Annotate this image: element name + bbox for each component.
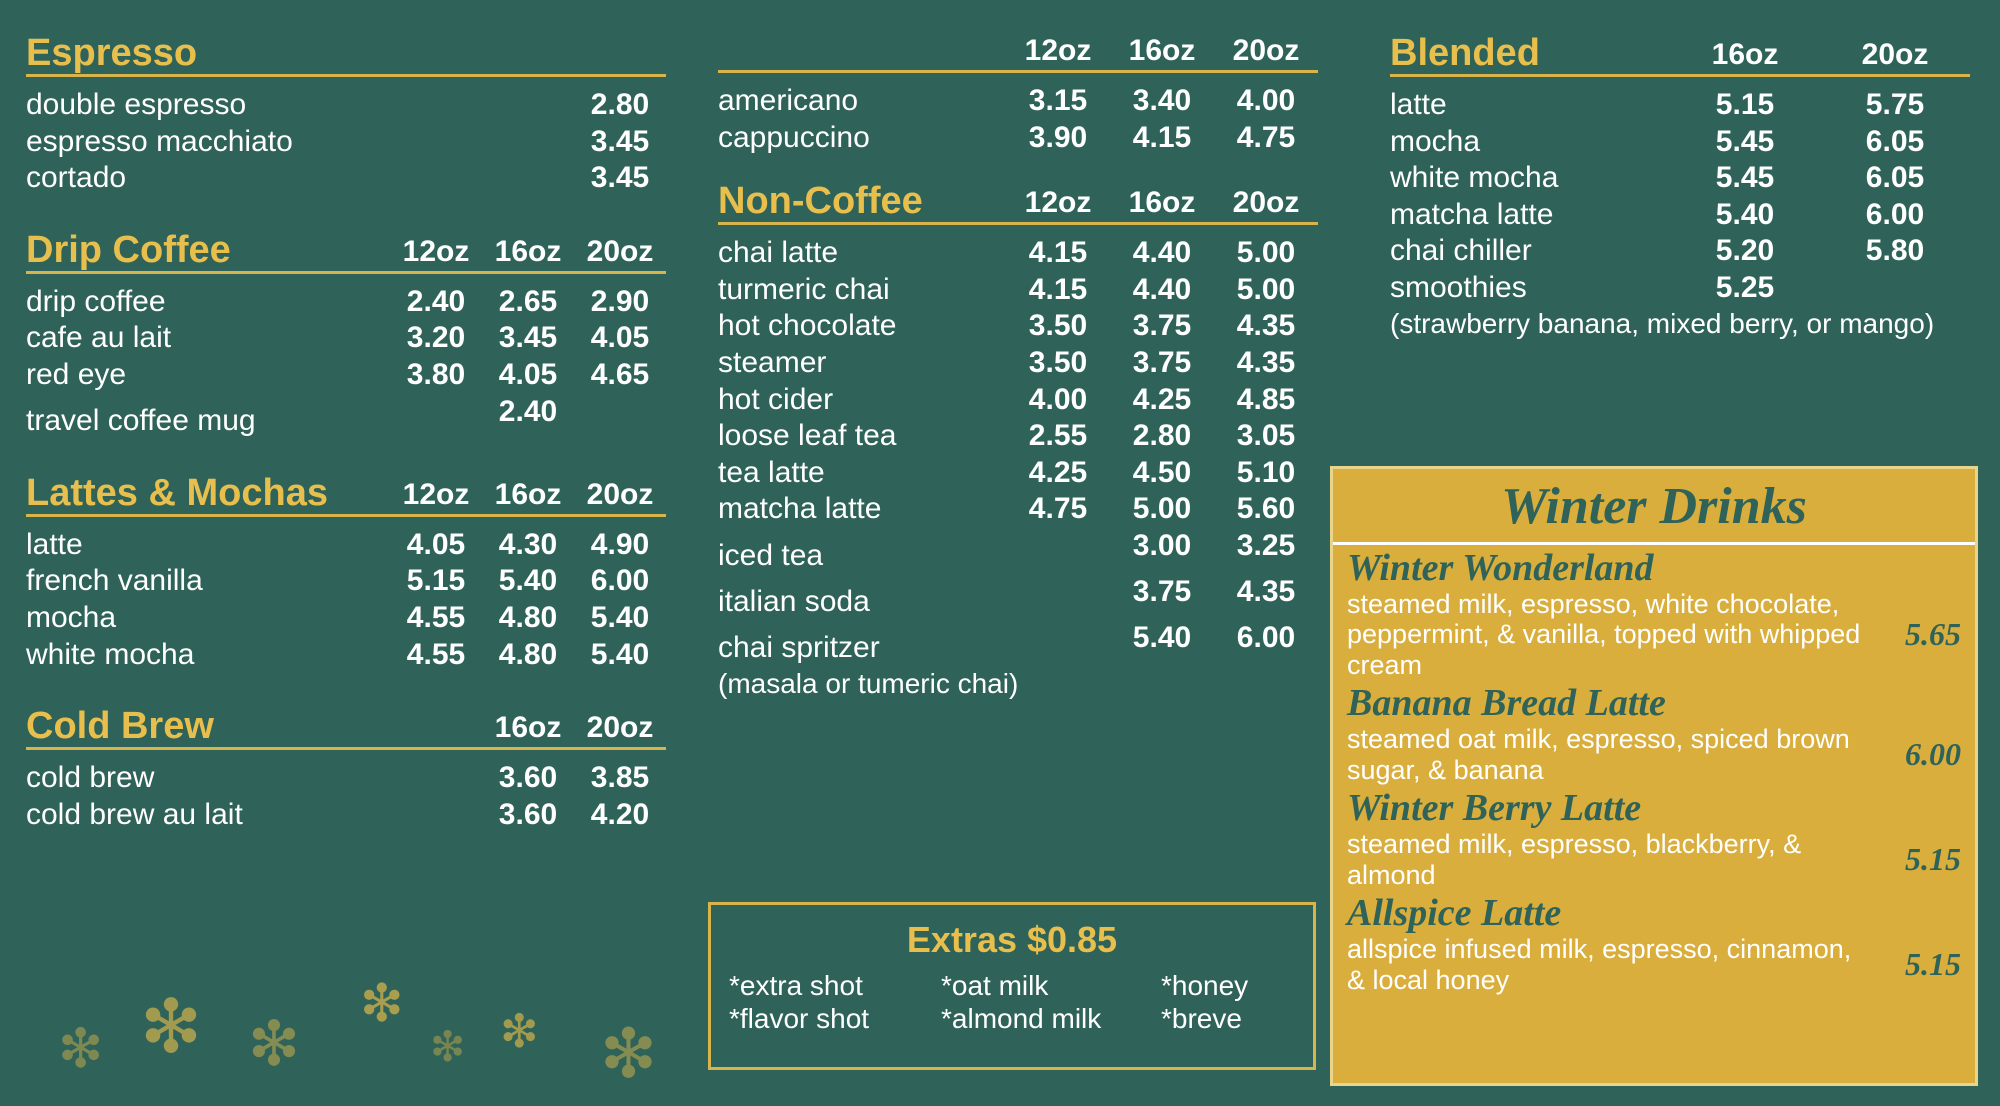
item-name: matcha latte [1390,197,1554,231]
item-prices [1006,120,1318,157]
menu-row [1390,233,1970,270]
item-price: 3.80 [406,357,466,391]
winter-drink-description: steamed milk, espresso, white chocolate, peppermint, & vanilla, topped with whipped cream [1347,588,1861,680]
item-price: 2.90 [590,284,650,318]
item-price: 2.55 [1028,419,1088,453]
item-name: cappuccino [718,120,870,154]
item-price: 4.15 [1028,236,1088,270]
item-price: 3.50 [1028,345,1088,379]
item-price: 4.80 [498,600,558,634]
item-name: chai chiller [1390,234,1532,268]
item-price: 4.55 [406,637,466,671]
size-headers [1006,186,1318,220]
item-prices [390,600,666,637]
section-title-drip-coffee: Drip Coffee [26,228,231,271]
item-prices [574,160,666,197]
size-header: 16oz [1128,186,1196,220]
item-price: 4.00 [1236,84,1296,117]
item-price: 5.45 [1715,161,1775,195]
item-price: 3.75 [1132,575,1192,609]
item-price: 5.10 [1236,455,1296,489]
section-header-espresso [26,34,666,77]
section-title-espresso: Espresso [26,32,198,74]
item-name: white mocha [26,637,195,671]
item-prices [1670,160,1970,197]
snowflake-icon: ❇ [500,1005,539,1057]
item-price [1820,270,1970,307]
item-price: 5.40 [590,637,650,671]
winter-drink-name: Winter Berry Latte [1347,787,1642,830]
item-name: hot chocolate [718,309,897,343]
item-price: 4.50 [1132,455,1192,489]
menu-row [1390,270,1970,307]
item-price: 4.75 [1028,492,1088,526]
menu-row [718,308,1318,345]
winter-drink-price: 5.15 [1905,841,1961,878]
menu-row [26,357,666,394]
item-prices [390,320,666,357]
item-price: 5.15 [406,564,466,598]
section-title-blended: Blended [1390,32,1540,74]
item-name: hot cider [718,382,834,416]
item-price: 5.80 [1865,234,1925,268]
item-prices [574,87,666,124]
menu-row [718,272,1318,309]
size-header: 20oz [1232,34,1300,67]
item-prices [1006,83,1318,120]
item-price: 3.25 [1236,528,1296,562]
section-rows-non-coffee [718,235,1318,699]
menu-row [26,760,666,797]
item-prices [1006,455,1318,492]
section-header-blended [1390,34,1970,77]
menu-row [26,797,666,834]
menu-row [718,418,1318,455]
size-header: 20oz [586,234,654,268]
item-name: turmeric chai [718,272,890,306]
menu-column-center [718,34,1318,700]
winter-drink-name: Banana Bread Latte [1347,682,1666,725]
section-rows-espresso [26,87,666,197]
section-rows-coffee-drinks [718,83,1318,156]
item-price: 4.05 [406,527,466,561]
item-price: 5.00 [1236,236,1296,270]
item-price [1006,574,1110,611]
item-price: 5.40 [1132,621,1192,655]
item-prices [482,797,666,834]
section-header-drip-coffee [26,228,666,274]
menu-row [1390,160,1970,197]
menu-row [1390,87,1970,124]
item-price: 6.05 [1865,161,1925,195]
item-price [1006,528,1110,565]
winter-drink-price: 6.00 [1905,736,1961,773]
item-price: 6.05 [1865,124,1925,158]
winter-drink-description: steamed milk, espresso, blackberry, & almond [1347,829,1802,890]
section-footnote-blended: (strawberry banana, mixed berry, or mango) [1390,307,1935,339]
item-price: 4.35 [1236,309,1296,343]
menu-column-left [26,34,666,833]
item-price: 4.80 [498,637,558,671]
item-price: 5.60 [1236,492,1296,526]
winter-drink-name: Winter Wonderland [1347,547,1654,589]
menu-row [1390,124,1970,161]
item-prices [1006,308,1318,345]
item-prices [1670,233,1970,270]
extras-title: Extras $0.85 [906,919,1118,960]
item-price: 2.40 [498,394,558,428]
section-header-cold-brew [26,707,666,750]
section-header-non-coffee [718,182,1318,225]
snowflake-icon: ❇ [140,985,203,1068]
item-name: matcha latte [718,492,882,526]
section-header-coffee-drinks [718,34,1318,73]
item-prices [390,527,666,564]
item-name: italian soda [718,584,870,618]
size-headers [1006,34,1318,68]
item-price: 3.45 [590,161,650,195]
menu-row [26,320,666,357]
item-prices [1670,270,1970,307]
size-headers [1670,38,1970,72]
item-name: cold brew au lait [26,797,243,831]
item-prices [1006,528,1318,565]
menu-row [26,394,666,440]
item-price: 4.25 [1132,382,1192,416]
size-headers [390,235,666,269]
item-name: cafe au lait [26,321,172,355]
snowflake-icon: ❇ [58,1019,104,1079]
item-price: 3.45 [498,321,558,355]
section-title-lattes-mochas: Lattes & Mochas [26,471,328,514]
item-price: 6.00 [1865,197,1925,231]
item-name: iced tea [718,538,824,572]
item-name: double espresso [26,88,247,121]
menu-row [718,83,1318,120]
menu-row [26,600,666,637]
size-header: 20oz [1861,38,1929,71]
winter-drink-body [1347,934,1961,995]
section-footnote-non-coffee: (masala or tumeric chai) [718,667,1019,699]
extras-row [729,969,1295,1002]
item-price: 4.15 [1132,120,1192,154]
item-prices [1006,272,1318,309]
item-prices [1670,87,1970,124]
item-name: mocha [1390,124,1481,158]
item-prices [482,760,666,797]
snowflake-icon: ❇ [248,1010,300,1079]
item-price: 5.45 [1715,124,1775,158]
winter-drink-name: Allspice Latte [1347,892,1562,935]
item-price: 3.05 [1236,419,1296,453]
menu-row [26,87,666,124]
item-price: 5.25 [1715,270,1775,304]
item-price: 4.90 [590,527,650,561]
item-price: 6.00 [590,564,650,598]
item-price: 4.75 [1236,120,1296,154]
item-prices [390,357,666,394]
item-price [390,394,482,431]
item-prices [390,563,666,600]
menu-row [718,382,1318,419]
winter-drink-item [1333,890,1975,995]
menu-row [26,563,666,600]
item-price: 3.75 [1132,309,1192,343]
item-prices [1006,345,1318,382]
menu-row [26,284,666,321]
size-header: 16oz [494,234,562,268]
size-header: 12oz [402,477,470,511]
item-name: tea latte [718,455,825,489]
item-name: steamer [718,345,827,379]
item-name: french vanilla [26,564,203,598]
item-price: 3.40 [1132,84,1192,117]
item-name: latte [1390,88,1447,121]
menu-row [718,235,1318,272]
winter-drink-item [1333,785,1975,890]
menu-row [26,637,666,674]
winter-drink-price: 5.65 [1905,616,1961,653]
item-prices [1006,418,1318,455]
extras-box [708,902,1316,1070]
item-price: 3.20 [406,321,466,355]
section-rows-cold-brew [26,760,666,833]
section-title-cold-brew: Cold Brew [26,705,214,748]
item-price: 4.05 [590,321,650,355]
item-prices [1006,574,1318,611]
extras-item: *honey [1161,970,1249,1001]
item-prices [390,637,666,674]
item-price: 5.40 [590,600,650,634]
item-price: 4.20 [590,797,650,831]
item-name: drip coffee [26,284,166,318]
item-prices [390,394,666,431]
size-header: 16oz [494,711,562,745]
item-prices [1006,491,1318,528]
item-price: 5.00 [1132,492,1192,526]
item-price [1006,620,1110,657]
menu-row [718,345,1318,382]
item-name: cortado [26,161,127,195]
size-headers [390,478,666,512]
item-price: 4.65 [590,357,650,391]
item-name: americano [718,84,859,117]
size-header: 12oz [1024,186,1092,220]
item-price: 5.20 [1715,234,1775,268]
section-rows-drip-coffee [26,284,666,440]
section-header-lattes-mochas [26,471,666,517]
item-price: 5.40 [1715,197,1775,231]
winter-drink-item [1333,680,1975,785]
item-price: 4.05 [498,357,558,391]
item-name: loose leaf tea [718,419,897,453]
item-price: 5.00 [1236,272,1296,306]
item-price: 6.00 [1236,621,1296,655]
item-name: red eye [26,357,127,391]
menu-row [1390,197,1970,234]
item-price: 3.15 [1028,84,1088,117]
item-price: 3.60 [498,761,558,795]
menu-column-right [1390,34,1970,340]
item-price: 5.15 [1715,88,1775,121]
winter-drink-description: allspice infused milk, espresso, cinnamon, & local honey [1347,934,1852,995]
winter-drink-body [1347,829,1961,890]
item-prices [1006,235,1318,272]
item-name: white mocha [1390,161,1559,195]
item-price: 3.85 [590,761,650,795]
item-price: 4.55 [406,600,466,634]
item-price: 2.65 [498,284,558,318]
item-price: 4.15 [1028,272,1088,306]
item-name: chai latte [718,236,839,270]
item-price: 3.00 [1132,528,1192,562]
winter-drink-body [1347,589,1961,681]
section-rows-blended [1390,87,1970,340]
menu-row [26,527,666,564]
item-price: 4.00 [1028,382,1088,416]
extras-item: *breve [1161,1003,1242,1035]
item-price: 4.25 [1028,455,1088,489]
extras-list [711,969,1313,1035]
snowflake-icon: ❇ [430,1023,466,1070]
winter-drink-body [1347,724,1961,785]
winter-drink-item [1333,545,1975,680]
item-prices [1006,620,1318,657]
item-prices [574,124,666,161]
extras-item: *flavor shot [729,1003,870,1035]
item-name: chai spritzer [718,630,880,664]
item-price: 4.35 [1236,575,1296,609]
item-prices [390,284,666,321]
item-price: 3.50 [1028,309,1088,343]
winter-drinks-title: Winter Drinks [1333,469,1975,545]
section-rows-lattes-mochas [26,527,666,673]
item-price: 2.40 [406,284,466,318]
size-header: 20oz [1232,186,1300,220]
snowflake-icon: ❇ [360,975,404,1033]
size-header: 20oz [586,711,654,745]
menu-row [718,120,1318,157]
item-price: 2.80 [590,88,650,121]
section-title-non-coffee: Non-Coffee [718,180,923,223]
item-price: 4.40 [1132,236,1192,270]
winter-drink-price: 5.15 [1905,946,1961,983]
size-headers [482,711,666,745]
menu-row [718,491,1318,528]
item-price: 3.45 [590,124,650,158]
size-header: 16oz [494,477,562,511]
extras-item: *extra shot [729,970,863,1001]
size-header: 12oz [402,234,470,268]
item-prices [1670,124,1970,161]
extras-item: *oat milk [941,970,1049,1001]
menu-row [26,160,666,197]
menu-row [26,124,666,161]
winter-drink-description: steamed oat milk, espresso, spiced brown sugar, & banana [1347,724,1850,785]
item-price: 3.60 [498,797,558,831]
item-name: espresso macchiato [26,124,293,158]
item-price: 5.40 [498,564,558,598]
snowflake-icon: ❇ [600,1016,657,1092]
item-price: 3.75 [1132,345,1192,379]
item-name: smoothies [1390,270,1527,304]
item-price: 2.80 [1132,419,1192,453]
extras-item: *almond milk [941,1003,1102,1035]
item-name: mocha [26,600,117,634]
item-prices [1006,382,1318,419]
item-price [574,394,666,431]
item-price: 4.85 [1236,382,1296,416]
item-price: 4.35 [1236,345,1296,379]
menu-row [718,574,1318,620]
menu-row [718,620,1318,666]
item-name: travel coffee mug [26,404,256,438]
item-prices [1670,197,1970,234]
item-name: cold brew [26,761,155,795]
snowflake-decoration [30,975,670,1100]
size-header: 12oz [1024,34,1092,67]
size-header: 20oz [586,477,654,511]
menu-row [718,455,1318,492]
extras-row [729,1002,1295,1035]
item-price: 4.30 [498,527,558,561]
item-price: 3.90 [1028,120,1088,154]
item-name: latte [26,527,83,561]
size-header: 16oz [1128,34,1196,67]
item-price: 4.40 [1132,272,1192,306]
winter-drinks-panel [1330,466,1978,1086]
size-header: 16oz [1711,38,1779,71]
item-price: 5.75 [1865,88,1925,121]
menu-row [718,528,1318,574]
